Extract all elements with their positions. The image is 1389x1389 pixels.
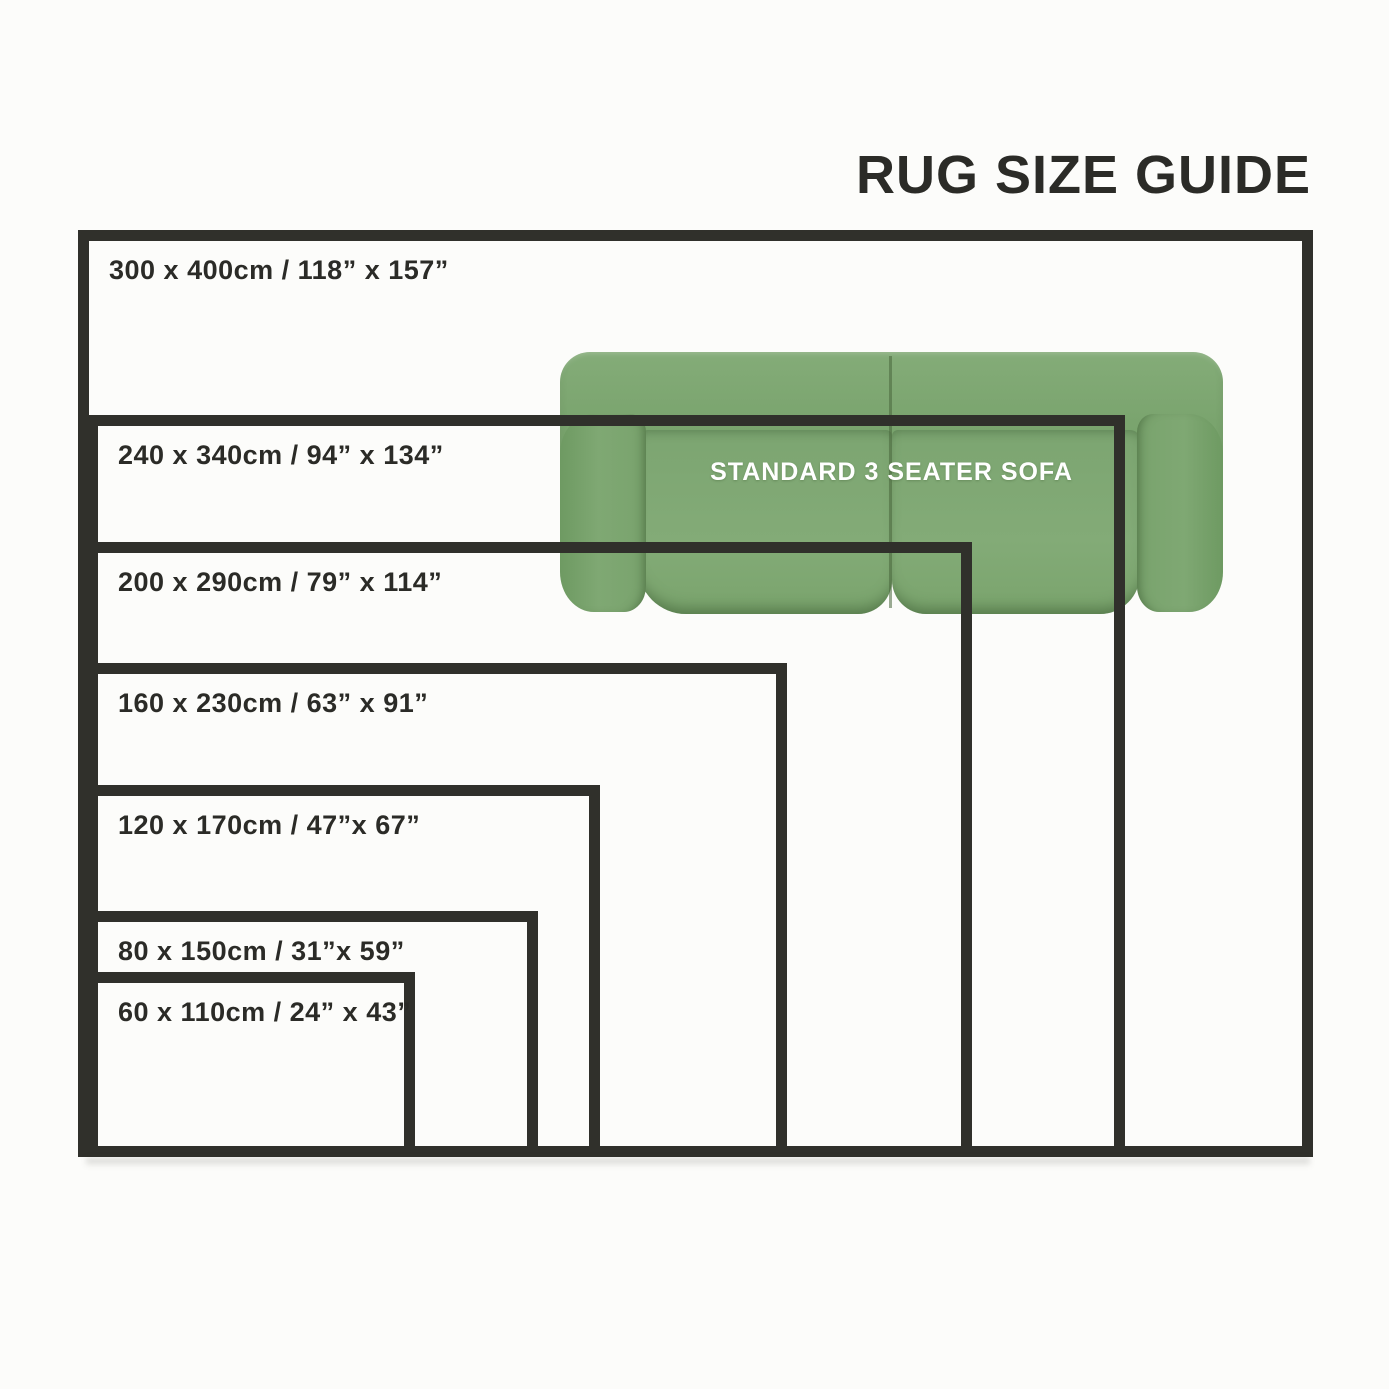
rug-size-label: 200 x 290cm / 79” x 114” — [118, 567, 443, 597]
rug-size-label: 240 x 340cm / 94” x 134” — [118, 440, 444, 470]
rug-size-label: 300 x 400cm / 118” x 157” — [109, 255, 449, 285]
rug-size-label: 160 x 230cm / 63” x 91” — [118, 688, 429, 718]
sofa-label: STANDARD 3 SEATER SOFA — [710, 458, 1073, 486]
rug-size-label: 80 x 150cm / 31”x 59” — [118, 936, 405, 966]
page-title: RUG SIZE GUIDE — [855, 145, 1311, 205]
bottom-shadow — [86, 1158, 1310, 1167]
rug-outline-60x110 — [87, 972, 415, 1157]
rug-size-label: 60 x 110cm / 24” x 43” — [118, 997, 412, 1027]
rug-size-label: 120 x 170cm / 47”x 67” — [118, 810, 421, 840]
